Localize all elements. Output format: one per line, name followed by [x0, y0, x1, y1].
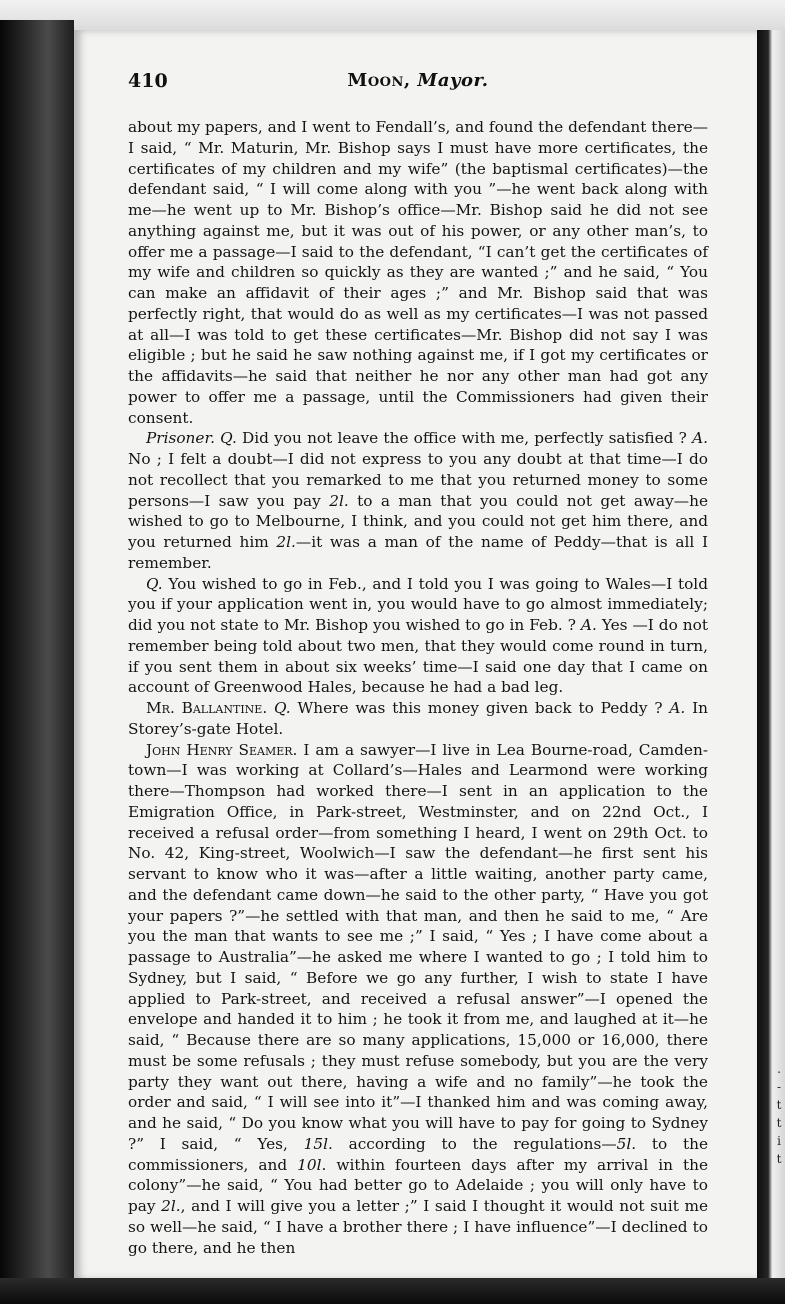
edge-mark: . [777, 1062, 781, 1076]
text-run: —it was a man of the name of Peddy—that is all I remember. [128, 533, 708, 572]
paragraph-p1 [128, 117, 708, 428]
edge-mark: t [776, 1152, 782, 1166]
italic-text: 2l. [161, 1197, 181, 1215]
italic-text: 5l. [616, 1134, 637, 1153]
edge-mark: t [776, 1116, 782, 1130]
italic-text: Q. [274, 699, 291, 717]
body-text [128, 117, 708, 1258]
italic-text: A. [669, 699, 686, 717]
text-run: In Storey’s-gate Hotel. [128, 699, 708, 738]
italic-text: 2l. [276, 533, 296, 551]
edge-marks [773, 1060, 785, 1210]
running-head-title: Mayor. [417, 70, 489, 91]
text-run: , and I will give you a letter ;” I said I thought it would not suit me so well—he said, “ I have a brother there ; I have influence”—I declined to go there, and he then [128, 1197, 708, 1257]
text-run [267, 699, 274, 717]
italic-text: Q. [220, 429, 237, 448]
book-spine [0, 20, 74, 1304]
text-run: No ; I felt a doubt—I did not express to you any doubt at that time—I do not recollect that you remarked to me that you returned money to some persons—I saw you pay [128, 450, 708, 510]
italic-text: Prisoner. [146, 429, 215, 448]
italic-text: 2l. [329, 491, 349, 510]
text-run: Yes —I do not remember being told about two men, that they would come round in turn, if you sent them in about six weeks’ time—I said one day that I came on account of Greenwood Hales, because he had a bad leg. [128, 616, 708, 697]
running-head-name: Moon, [347, 70, 411, 91]
paragraph-p4 [128, 698, 708, 740]
bottom-page-edge [0, 1278, 785, 1304]
edge-mark: t [776, 1098, 782, 1112]
italic-text: A. [580, 616, 597, 634]
speaker-name: Mr. Ballantine. [146, 699, 268, 717]
italic-text: A. [692, 429, 708, 448]
speaker-name: John Henry Seamer. [146, 740, 298, 759]
text-run: to a man that you could not get away—he wished to go to Melbourne, I think, and you could not get him there, and you returned him [128, 491, 709, 551]
paragraph-p5 [128, 740, 708, 1259]
text-run: about my papers, and I went to Fendall’s, and found the defendant there—I said, “ Mr. Maturin, Mr. Bishop says I must have more certificates, the certificates of my children and my wife” (the baptismal certificates)—the defendant said, “ I will come along with you ”—he went back along with me—he went up to Mr. Bishop’s office—Mr. Bishop said he did not see anything against me, but it was out of his power, or any other man’s, to offer me a passage—I said to the defendant, “I can’t get the certificates of my wife and children so quickly as they are wanted ;” and he said, “ You can make an affidavit of their ages ;” and Mr. Bishop said that was perfectly right, that would do as well as my certificates—I was not passed at all—I was told to get these certificates—Mr. Bishop did not say I was eligible ; but he said he saw nothing against me, if I got my certificates or the affidavits—he said that neither he nor any other man had got any power to offer me a passage, until the Commissioners had given their consent. [128, 118, 708, 427]
paragraph-p3 [128, 574, 708, 699]
text-run: Did you not leave the office with me, perfectly satisfied ? [236, 429, 693, 448]
text-run: according to the regulations— [332, 1134, 617, 1153]
paragraph-p2 [128, 428, 708, 573]
text-run: You wished to go in Feb., and I told you I was going to Wales—I told you if your application went in, you would have to go almost immediately; did you not state to Mr. Bishop you wished to go in Feb. ? [128, 574, 708, 634]
italic-text: 15l. [303, 1134, 333, 1153]
text-run: I am a sawyer—I live in Lea Bourne-road, Camden-town—I was working at Collard’s—Hales and Learmond were working there—Thompson had worked there—I sent in an application to the Emigration Office, in Park-street, Westminster, and on 22nd Oct., I received a refusal order—from something I heard, I went on 29th Oct. to No. 42, King-street, Woolwich—I saw the defendant—he first sent his servant to know who it was—after a little waiting, another party came, and the defendant came down—he said to the other party, “ Have you got your papers ?”—he settled with that man, and then he said to me, “ Are you the man that wants to see me ;” I said, “ Yes ; I have come about a passage to Australia”—he asked me where I wanted to go ; I told him to Sydney, but I said, “ Before we go any further, I wish to state I have applied to Park-street, and received a refusal answer”—I opened the envelope and handed it to him ; he took it from me, and laughed at it—he said, “ Because there are so many applications, 15,000 or 16,000, there must be some refusals ; they must refuse somebody, but you are the very party they want out there, having a wife and no family”—he took the order and said, “ I will see into it”—I thanked him and was coming away, and he said, “ Do you know what you will have to pay for going to Sydney ?” I said, “ Yes, [128, 740, 708, 1153]
page-number: 410 [128, 70, 168, 92]
text-run: Where was this money given back to Peddy ? [290, 699, 670, 717]
edge-mark: i [777, 1134, 781, 1148]
running-head [128, 70, 708, 91]
text-run: within fourteen days after my arrival in the colony”—he said, “ You had better go to Adelaide ; you will only have to pay [128, 1155, 708, 1215]
italic-text: Q. [146, 574, 163, 593]
edge-mark: - [776, 1080, 782, 1094]
page-header [128, 70, 708, 96]
text-run: to the commissioners, and [128, 1134, 709, 1174]
italic-text: 10l. [297, 1155, 327, 1174]
